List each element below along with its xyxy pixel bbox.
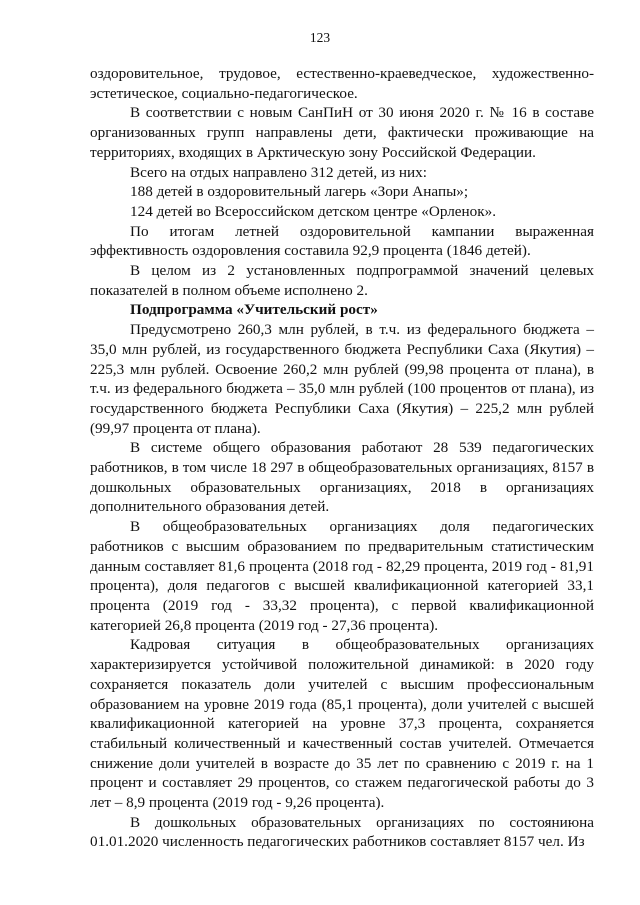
paragraph-staffing: Кадровая ситуация в общеобразовательных организациях характеризируется устойчивой положительной динамикой: в 2020 году сохраняется показатель доли учителей с высшим профессиональным образованием на уровне 2019 года (85,1 процента), доли учителей с высшей квалификационной категорией на уровне 37,3 процента, сохраняется стабильный количественный и качественный состав учителей. Отмечается снижение доли учителей в возрасте до 35 лет по сравнению с 2019 г. на 1 процент и составляет 29 процентов, со стажем педагогической работы до 3 лет – 8,9 процента (2019 год - 9,26 процента). — [90, 636, 594, 812]
paragraph-camp-anapa: 188 детей в оздоровительный лагерь «Зори Анапы»; — [130, 183, 469, 201]
document-body — [90, 64, 594, 852]
paragraph-funding: Предусмотрено 260,3 млн рублей, в т.ч. из федерального бюджета – 35,0 млн рублей, из государственного бюджета Республики Саха (Якутия) – 225,3 млн рублей. Освоение 260,2 млн рублей (99,98 процента от плана), в т.ч. из федерального бюджета – 35,0 млн рублей (100 процентов от плана), из государственного бюджета Республики Саха (Якутия) – 225,2 млн рублей (99,97 процента от плана). — [90, 321, 594, 437]
paragraph-continuation: оздоровительное, трудовое, естественно-краеведческое, художественно-эстетическое, социально-педагогическое. — [90, 65, 594, 102]
paragraph-total-children: Всего на отдых направлено 312 детей, из них: — [130, 163, 427, 181]
paragraph-preschool: В дошкольных образовательных организациях по состояниюна 01.01.2020 численность педагогических работников составляет 8157 чел. Из — [90, 813, 594, 851]
page-number: 123 — [309, 30, 331, 45]
paragraph-target-indicators: В целом из 2 установленных подпрограммой значений целевых показателей в полном объеме исполнено 2. — [90, 262, 594, 299]
paragraph-higher-education: В общеобразовательных организациях доля педагогических работников с высшим образованием по предварительным статистическим данным составляет 81,6 процента (2018 год - 82,29 процента, 2019 год - 81,91 процента), доля педагогов с высшей квалификационной категорией 33,1 процента (2019 год - 33,32 процента), с первой квалификационной категорией 26,8 процента (2019 год - 27,36 процента). — [90, 518, 594, 634]
paragraph-orlenok: 124 детей во Всероссийском детском центре «Орленок». — [130, 202, 497, 220]
paragraph-teachers-count: В системе общего образования работают 28 539 педагогических работников, в том числе 18 297 в общеобразовательных организациях, 8157 в дошкольных образовательных организациях, 2018 в организациях дополнительного образования детей. — [90, 439, 594, 516]
subprogram-heading: Подпрограмма «Учительский рост» — [130, 301, 378, 319]
paragraph-effectiveness: По итогам летней оздоровительной кампании выраженная эффективность оздоровления составила 92,9 процента (1846 детей). — [90, 222, 594, 260]
paragraph-sanpin: В соответствии с новым СанПиН от 30 июня 2020 г. № 16 в составе организованных групп направлены дети, фактически проживающие на территориях, входящих в Арктическую зону Российской Федерации. — [90, 104, 594, 161]
